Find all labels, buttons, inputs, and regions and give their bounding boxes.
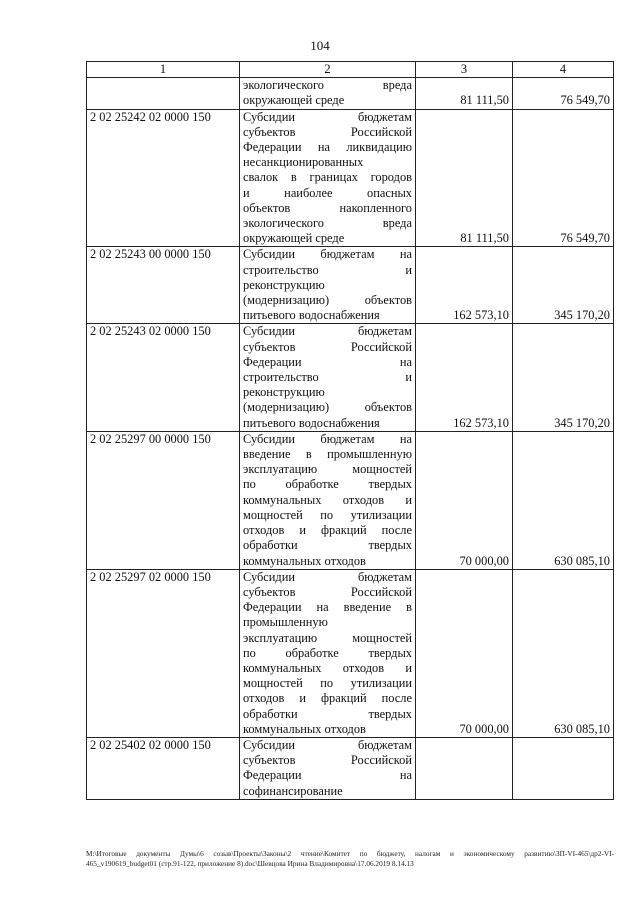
description-line: Субсидии бюджетам [243,324,412,339]
description-line: строительство и [243,370,412,385]
column-header-3: 3 [416,62,513,78]
amount-col3-cell: 81 111,50 [416,78,513,109]
amount-col4-cell: 630 085,10 [513,569,614,737]
amount-col3-cell: 70 000,00 [416,569,513,737]
description-line: введение в промышленную [243,447,412,462]
amount-col3-cell: 70 000,00 [416,431,513,569]
description-line: питьевого водоснабжения [243,308,380,323]
description-line: Субсидии бюджетам на [243,431,412,446]
description-line: экологического вреда [243,78,412,93]
description-line: отходов и фракций после [243,691,412,706]
description-line: Федерации на [243,768,412,783]
description-line: коммунальных отходов и [243,492,412,507]
description-line: Субсидии бюджетам [243,737,412,752]
description-line: по обработке твердых [243,645,412,660]
description-line: строительство и [243,262,412,277]
description-line: субъектов Российской [243,584,412,599]
budget-code-cell: 2 02 25242 02 0000 150 [87,109,240,247]
table-body [87,78,614,800]
description-line: экологического вреда [243,216,412,231]
amount-col4-cell: 76 549,70 [513,78,614,109]
table-row [87,737,614,799]
description-line: обработки твердых [243,706,412,721]
column-header-4: 4 [513,62,614,78]
description-line: объектов накопленного [243,200,412,215]
description-line: Федерации на введение в [243,600,412,615]
footer-line-2: 465_v190619_budget01 (стр.91-122, приложение 8).doc\Шевцова Ирина Владимировна\17.06.2019 8.14.13 [86,859,414,868]
footer-line-1: M:\Итоговые документы Думы\6 созыв\Проекты\Законы\2 чтение\Комитет по бюджету, налогам и экономическому развитию\ЗП-VI-465\др2-VI- [86,849,614,858]
description-cell [240,737,416,799]
description-line: субъектов Российской [243,124,412,139]
description-line: коммунальных отходов [243,553,366,568]
description-line: обработки твердых [243,538,412,553]
budget-code-cell: 2 02 25402 02 0000 150 [87,737,240,799]
amount-col4-cell [513,737,614,799]
table-header-row [87,62,614,78]
budget-code-cell: 2 02 25297 02 0000 150 [87,569,240,737]
amount-col3-cell: 162 573,10 [416,247,513,324]
description-line: коммунальных отходов [243,721,366,736]
description-line: субъектов Российской [243,753,412,768]
description-line: свалок в границах городов [243,170,412,185]
table-row [87,78,614,109]
page-number: 104 [310,38,330,53]
amount-col3-cell: 81 111,50 [416,109,513,247]
description-cell [240,324,416,431]
file-path-footer [86,849,614,869]
table-row [87,324,614,431]
description-cell [240,569,416,737]
description-line: Федерации на ликвидацию [243,140,412,155]
description-line: эксплуатацию мощностей [243,462,412,477]
budget-code-cell [87,78,240,109]
amount-col3-cell [416,737,513,799]
description-line: (модернизацию) объектов [243,293,412,308]
table-row [87,247,614,324]
description-cell [240,78,416,109]
column-header-1: 1 [87,62,240,78]
description-line: субъектов Российской [243,339,412,354]
amount-col4-cell: 345 170,20 [513,247,614,324]
description-line: реконструкцию [243,385,325,400]
amount-col4-cell: 630 085,10 [513,431,614,569]
description-line: мощностей по утилизации [243,507,412,522]
description-line: коммунальных отходов и [243,660,412,675]
column-header-2: 2 [240,62,416,78]
amount-col4-cell: 345 170,20 [513,324,614,431]
description-line: софинансирование [243,783,343,798]
description-line: питьевого водоснабжения [243,415,380,430]
description-line: Федерации на [243,354,412,369]
description-cell [240,431,416,569]
budget-code-cell: 2 02 25243 00 0000 150 [87,247,240,324]
budget-table [86,61,614,800]
description-line: Субсидии бюджетам на [243,247,412,262]
table-row [87,431,614,569]
description-line: отходов и фракций после [243,523,412,538]
description-line: эксплуатацию мощностей [243,630,412,645]
description-line: по обработке твердых [243,477,412,492]
amount-col4-cell: 76 549,70 [513,109,614,247]
description-line: Субсидии бюджетам [243,109,412,124]
budget-code-cell: 2 02 25297 00 0000 150 [87,431,240,569]
description-line: окружающей среде [243,93,345,108]
table-row [87,569,614,737]
description-line: окружающей среде [243,231,345,246]
description-cell [240,109,416,247]
table-row [87,109,614,247]
amount-col3-cell: 162 573,10 [416,324,513,431]
description-line: Субсидии бюджетам [243,569,412,584]
description-line: (модернизацию) объектов [243,400,412,415]
description-line: реконструкцию [243,277,325,292]
description-line: и наиболее опасных [243,185,412,200]
description-line: несанкционированных [243,155,364,170]
budget-code-cell: 2 02 25243 02 0000 150 [87,324,240,431]
description-cell [240,247,416,324]
description-line: мощностей по утилизации [243,676,412,691]
description-line: промышленную [243,615,328,630]
